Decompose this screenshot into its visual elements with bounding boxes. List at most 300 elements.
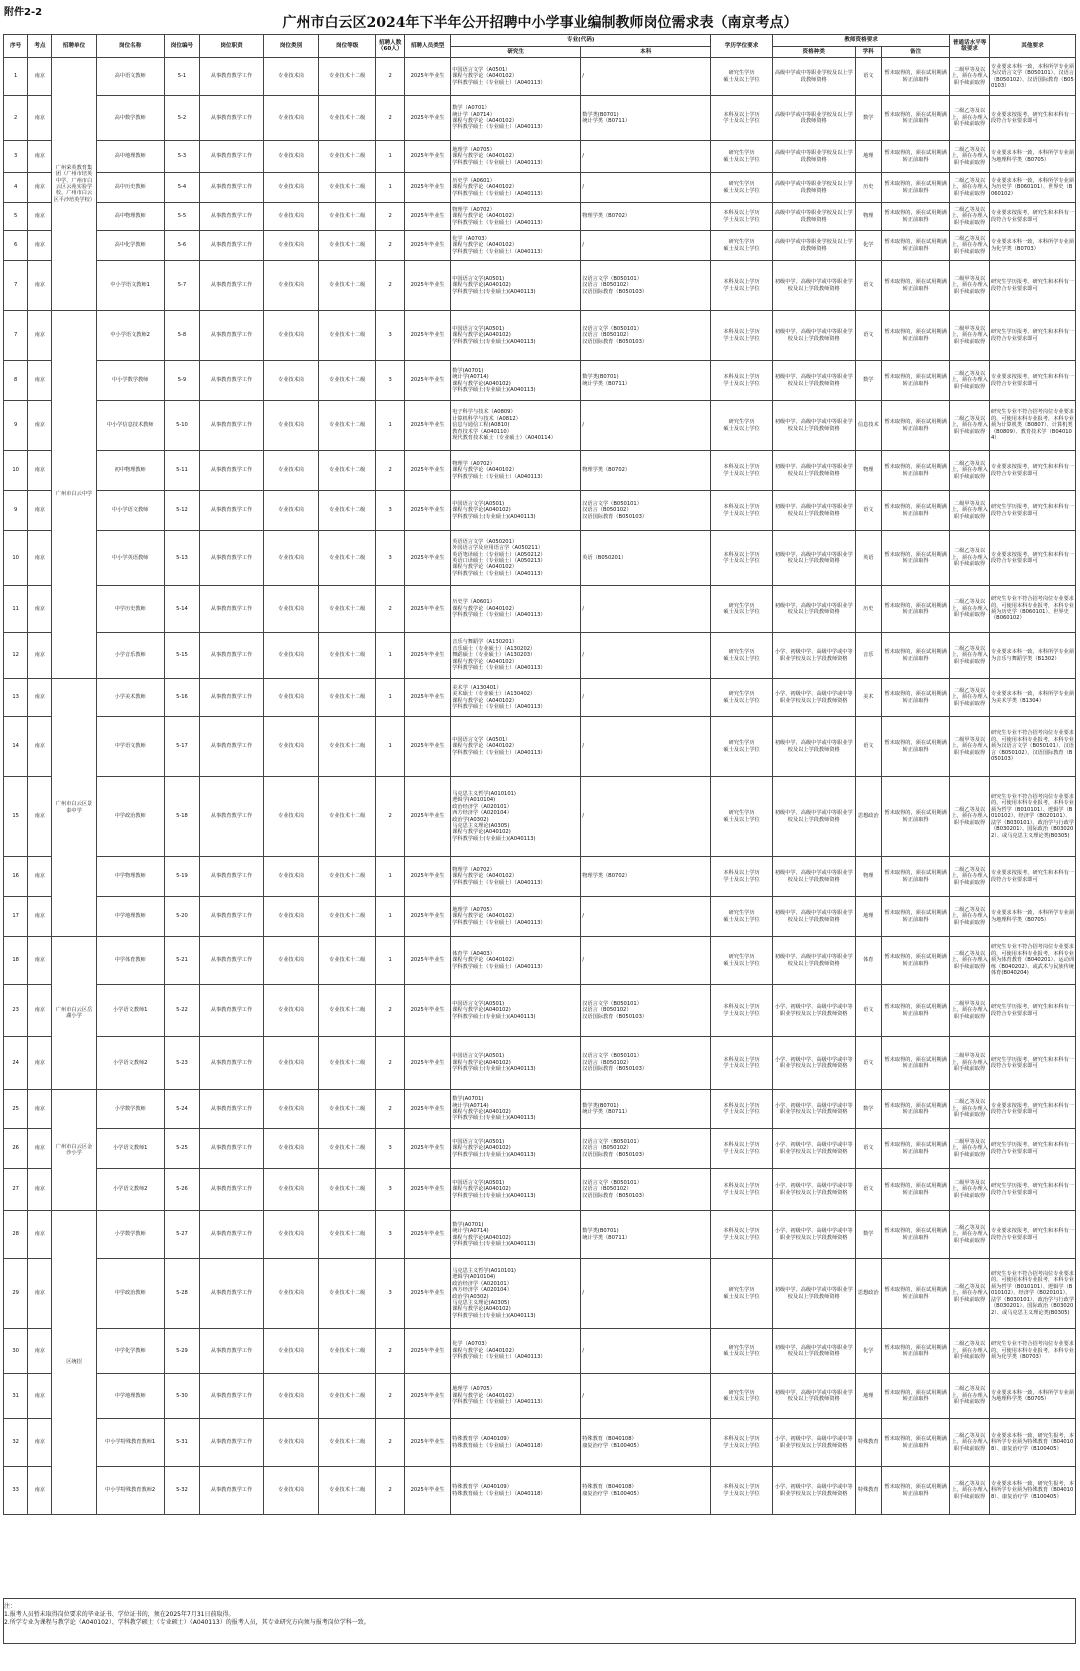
- cell-post-grade: 专业技术十二级: [319, 1259, 376, 1329]
- cell-post-type: 专业技术岗: [263, 1259, 318, 1329]
- cell-other: 专业要求本科一致，本科所学专业须为化学类（B0703）: [989, 231, 1075, 261]
- cell-seq: 33: [4, 1467, 28, 1515]
- cell-target: 2025年毕业生: [404, 311, 450, 361]
- cell-exam-site: 南京: [28, 1129, 52, 1169]
- cell-qual-type: 初级中学、高级中学或中等职业学校及以上学段教师资格: [772, 586, 855, 633]
- cell-duty: 从事教育教学工作: [200, 1374, 264, 1419]
- cell-qual-type: 初级中学、高级中学或中等职业学校及以上学段教师资格: [772, 897, 855, 937]
- cell-target: 2025年毕业生: [404, 451, 450, 491]
- cell-note: 暂未取得的，须在试用期满转正前取得: [881, 633, 949, 679]
- cell-mandarin: 二级乙等及以上，须在办理入职手续前取得: [950, 1090, 990, 1129]
- cell-post-name: 中学物理教师: [96, 857, 164, 897]
- cell-count: 2: [376, 231, 405, 261]
- cell-qual-type: 高级中学或中等职业学校及以上学段教师资格: [772, 58, 855, 96]
- cell-post-name: 小学语文教师2: [96, 1037, 164, 1090]
- cell-seq: 2: [4, 96, 28, 141]
- note-2: 2.所学专业为课程与教学论（A040102）、学科教学硕士（专业硕士）（A040113）的报考人员，其专业研究方向须与报考岗位学科一致。: [4, 1619, 370, 1626]
- cell-count: 3: [376, 361, 405, 401]
- header-note: 备注: [881, 47, 949, 58]
- cell-subject: 数学: [855, 361, 881, 401]
- cell-edu: 研究生学历 硕士及以上学位: [711, 633, 773, 679]
- cell-edu: 研究生学历 硕士及以上学位: [711, 1374, 773, 1419]
- cell-count: 2: [376, 1374, 405, 1419]
- cell-post-type: 专业技术岗: [263, 1467, 318, 1515]
- table-row: [4, 311, 1076, 361]
- cell-qual-type: 高级中学或中等职业学校及以上学段教师资格: [772, 96, 855, 141]
- table-row: [4, 937, 1076, 985]
- cell-post-name: 高中语文教师: [96, 58, 164, 96]
- cell-other: 专业要求本科一致，本科所学专业须为汉语言文学（B050101）、汉语言（B050102）、汉语国际教育（B050103）: [989, 58, 1075, 96]
- cell-note: 暂未取得的，须在试用期满转正前取得: [881, 586, 949, 633]
- cell-post-code: 5-6: [164, 231, 199, 261]
- cell-post-type: 专业技术岗: [263, 985, 318, 1037]
- cell-subject: 体育: [855, 937, 881, 985]
- cell-seq: 14: [4, 717, 28, 777]
- cell-target: 2025年毕业生: [404, 717, 450, 777]
- cell-undergrad-major: /: [581, 937, 711, 985]
- cell-subject: 语文: [855, 261, 881, 311]
- cell-seq: 26: [4, 1129, 28, 1169]
- cell-edu: 研究生学历 硕士及以上学位: [711, 173, 773, 203]
- cell-post-type: 专业技术岗: [263, 531, 318, 586]
- cell-edu: 本科及以上学历 学士及以上学位: [711, 531, 773, 586]
- cell-post-code: 5-3: [164, 141, 199, 173]
- cell-post-type: 专业技术岗: [263, 633, 318, 679]
- cell-qual-type: 高级中学或中等职业学校及以上学段教师资格: [772, 231, 855, 261]
- cell-note: 暂未取得的，须在试用期满转正前取得: [881, 1467, 949, 1515]
- cell-other: 研究生专业不符合招考岗位专业要求的，可使用本科专业报考，本科专业须为化学类（B0703）: [989, 1329, 1075, 1374]
- cell-mandarin: 二级乙等及以上，须在办理入职手续前取得: [950, 231, 990, 261]
- table-row: [4, 141, 1076, 173]
- table-row: [4, 401, 1076, 451]
- cell-count: 3: [376, 1259, 405, 1329]
- cell-grad-major: 体育学（A0403） 课程与教学论（A040102） 学科教学硕士（专业硕士）（A040113）: [451, 937, 581, 985]
- cell-post-type: 专业技术岗: [263, 1329, 318, 1374]
- cell-exam-site: 南京: [28, 985, 52, 1037]
- cell-edu: 研究生学历 硕士及以上学位: [711, 58, 773, 96]
- cell-undergrad-major: /: [581, 586, 711, 633]
- cell-edu: 本科及以上学历 学士及以上学位: [711, 1419, 773, 1467]
- cell-undergrad-major: /: [581, 231, 711, 261]
- cell-mandarin: 二级乙等及以上，须在办理入职手续前取得: [950, 141, 990, 173]
- cell-edu: 本科及以上学历 学士及以上学位: [711, 491, 773, 531]
- cell-post-code: 5-15: [164, 633, 199, 679]
- cell-grad-major: 化学（A0703） 课程与教学论（A040102） 学科教学硕士（专业硕士）（A040113）: [451, 231, 581, 261]
- cell-target: 2025年毕业生: [404, 231, 450, 261]
- table-row: [4, 1467, 1076, 1515]
- cell-target: 2025年毕业生: [404, 1169, 450, 1211]
- cell-post-grade: 专业技术十二级: [319, 58, 376, 96]
- header-major-group: 专业(代码): [451, 35, 711, 47]
- cell-edu: 本科及以上学历 学士及以上学位: [711, 96, 773, 141]
- table-row: [4, 1037, 1076, 1090]
- cell-undergrad-major: 数学类(B0701) 统计学类（B0711）: [581, 361, 711, 401]
- cell-duty: 从事教育教学工作: [200, 1169, 264, 1211]
- cell-grad-major: 地理学（A0705） 课程与教学论（A040102） 学科教学硕士（专业硕士）（A040113）: [451, 897, 581, 937]
- cell-post-type: 专业技术岗: [263, 586, 318, 633]
- table-row: [4, 897, 1076, 937]
- cell-post-grade: 专业技术十二级: [319, 1329, 376, 1374]
- cell-other: 专业要求按报考，研究生和本科有一段符合专业要求即可: [989, 857, 1075, 897]
- cell-post-name: 中小学英语教师: [96, 531, 164, 586]
- cell-other: 专业要求本科一致，本科所学专业须为美术学类（B1304）: [989, 679, 1075, 717]
- cell-count: 2: [376, 1419, 405, 1467]
- cell-other: 专业要求本科一致，本科所学专业须为历史学（B060101）、世界史（B060102）: [989, 173, 1075, 203]
- cell-post-code: 5-10: [164, 401, 199, 451]
- cell-count: 2: [376, 1467, 405, 1515]
- cell-edu: 本科及以上学历 学士及以上学位: [711, 1129, 773, 1169]
- cell-post-grade: 专业技术十二级: [319, 401, 376, 451]
- cell-post-name: 中学体育教师: [96, 937, 164, 985]
- cell-count: 3: [376, 1169, 405, 1211]
- cell-mandarin: 二级乙等及以上，须在办理入职手续前取得: [950, 96, 990, 141]
- cell-note: 暂未取得的，须在试用期满转正前取得: [881, 897, 949, 937]
- cell-edu: 研究生学历 硕士及以上学位: [711, 679, 773, 717]
- cell-post-code: 5-28: [164, 1259, 199, 1329]
- header-qual-type: 资格种类: [772, 47, 855, 58]
- cell-exam-site: 南京: [28, 857, 52, 897]
- cell-edu: 研究生学历 硕士及以上学位: [711, 586, 773, 633]
- cell-post-code: 5-29: [164, 1329, 199, 1374]
- cell-post-grade: 专业技术十二级: [319, 1419, 376, 1467]
- cell-seq: 12: [4, 633, 28, 679]
- cell-duty: 从事教育教学工作: [200, 1419, 264, 1467]
- cell-post-type: 专业技术岗: [263, 1374, 318, 1419]
- cell-post-grade: 专业技术十二级: [319, 1129, 376, 1169]
- cell-post-type: 专业技术岗: [263, 58, 318, 96]
- cell-edu: 本科及以上学历 学士及以上学位: [711, 1211, 773, 1259]
- cell-other: 专业要求本科一致，本科所学专业须为地理科学类（B0705）: [989, 1374, 1075, 1419]
- cell-post-grade: 专业技术十二级: [319, 141, 376, 173]
- cell-post-grade: 专业技术十二级: [319, 451, 376, 491]
- cell-undergrad-major: 汉语言文学（B050101） 汉语言（B050102） 汉语国际教育（B050103）: [581, 1037, 711, 1090]
- cell-count: 2: [376, 1329, 405, 1374]
- cell-note: 暂未取得的，须在试用期满转正前取得: [881, 1259, 949, 1329]
- cell-subject: 数学: [855, 1090, 881, 1129]
- cell-post-code: 5-14: [164, 586, 199, 633]
- cell-other: 研究生专业不符合招考岗位专业要求的，可使用本科专业报考，本科专业须为历史学（B060101）、世界史（B060102）: [989, 586, 1075, 633]
- cell-post-type: 专业技术岗: [263, 231, 318, 261]
- cell-duty: 从事教育教学工作: [200, 231, 264, 261]
- cell-edu: 研究生学历 硕士及以上学位: [711, 1259, 773, 1329]
- cell-grad-major: 中国语言文学(A0501) 课程与教学论(A040102) 学科教学硕士(专业硕士)(A040113): [451, 1037, 581, 1090]
- cell-count: 2: [376, 586, 405, 633]
- cell-edu: 本科及以上学历 学士及以上学位: [711, 1169, 773, 1211]
- cell-post-name: 中小学特殊教育教师1: [96, 1419, 164, 1467]
- cell-edu: 研究生学历 硕士及以上学位: [711, 937, 773, 985]
- cell-qual-type: 初级中学、高级中学或中等职业学校及以上学段教师资格: [772, 857, 855, 897]
- cell-edu: 本科及以上学历 学士及以上学位: [711, 985, 773, 1037]
- cell-post-code: 5-13: [164, 531, 199, 586]
- header-undergrad: 本科: [581, 47, 711, 58]
- cell-target: 2025年毕业生: [404, 1129, 450, 1169]
- cell-mandarin: 二级乙等及以上，须在办理入职手续前取得: [950, 451, 990, 491]
- cell-post-grade: 专业技术十二级: [319, 261, 376, 311]
- cell-seq: 9: [4, 401, 28, 451]
- cell-qual-type: 初级中学、高级中学或中等职业学校及以上学段教师资格: [772, 777, 855, 857]
- cell-post-type: 专业技术岗: [263, 1090, 318, 1129]
- cell-exam-site: 南京: [28, 1259, 52, 1329]
- cell-post-name: 中学政治教师: [96, 777, 164, 857]
- cell-subject: 物理: [855, 857, 881, 897]
- cell-grad-major: 中国语言文学(A0501) 课程与教学论(A040102) 学科教学硕士(专业硕士)(A040113): [451, 1169, 581, 1211]
- cell-count: 2: [376, 777, 405, 857]
- cell-grad-major: 历史学（A0601） 课程与教学论（A040102） 学科教学硕士（专业硕士）（A040113）: [451, 586, 581, 633]
- table-row: [4, 1129, 1076, 1169]
- attachment-label: 附件2-2: [4, 7, 43, 18]
- cell-qual-type: 初级中学、高级中学或中等职业学校及以上学段教师资格: [772, 717, 855, 777]
- cell-post-type: 专业技术岗: [263, 96, 318, 141]
- cell-target: 2025年毕业生: [404, 985, 450, 1037]
- table-row: [4, 586, 1076, 633]
- header-post-grade: 岗位等级: [319, 35, 376, 58]
- cell-edu: 研究生学历 硕士及以上学位: [711, 231, 773, 261]
- cell-other: 专业要求按报考，研究生和本科有一段符合专业要求即可: [989, 203, 1075, 231]
- cell-target: 2025年毕业生: [404, 58, 450, 96]
- cell-duty: 从事教育教学工作: [200, 717, 264, 777]
- table-row: [4, 231, 1076, 261]
- table-row: [4, 1419, 1076, 1467]
- cell-note: 暂未取得的，须在试用期满转正前取得: [881, 857, 949, 897]
- cell-post-name: 中小学特殊教育教师2: [96, 1467, 164, 1515]
- cell-other: 研究生专业不符合招考岗位专业要求的，可使用本科专业报考，本科专业须为哲学（B010101）、逻辑学（B010102）、经济学（B020101）、法学（B030101）、政治学与行政学（B030201）、国际政治（B030202）、或马克思主义理论类(B0305): [989, 1259, 1075, 1329]
- cell-target: 2025年毕业生: [404, 401, 450, 451]
- cell-mandarin: 二级乙等及以上，须在办理入职手续前取得: [950, 1467, 990, 1515]
- cell-exam-site: 南京: [28, 261, 52, 311]
- cell-note: 暂未取得的，须在试用期满转正前取得: [881, 777, 949, 857]
- cell-post-grade: 专业技术十二级: [319, 361, 376, 401]
- note-1: 1.报考人员暂未取得岗位要求的毕业证书、学位证书的，须在2025年7月31日前取得。: [4, 1611, 235, 1618]
- cell-undergrad-major: 汉语言文学（B050101） 汉语言（B050102） 汉语国际教育（B050103）: [581, 985, 711, 1037]
- cell-exam-site: 南京: [28, 96, 52, 141]
- cell-count: 2: [376, 203, 405, 231]
- cell-seq: 6: [4, 231, 28, 261]
- cell-post-grade: 专业技术十二级: [319, 491, 376, 531]
- table-row: [4, 857, 1076, 897]
- cell-target: 2025年毕业生: [404, 857, 450, 897]
- cell-count: 2: [376, 1037, 405, 1090]
- cell-post-grade: 专业技术十二级: [319, 633, 376, 679]
- cell-grad-major: 历史学（A0601） 课程与教学论（A040102） 学科教学硕士（专业硕士）（A040113）: [451, 173, 581, 203]
- cell-post-name: 中学语文教师: [96, 717, 164, 777]
- cell-subject: 语文: [855, 58, 881, 96]
- cell-undergrad-major: 数学类(B0701) 统计学类（B0711）: [581, 96, 711, 141]
- cell-note: 暂未取得的，须在试用期满转正前取得: [881, 361, 949, 401]
- cell-count: 3: [376, 1129, 405, 1169]
- cell-seq: 1: [4, 58, 28, 96]
- cell-edu: 研究生学历 硕士及以上学位: [711, 897, 773, 937]
- cell-post-grade: 专业技术十二级: [319, 1211, 376, 1259]
- cell-post-grade: 专业技术十二级: [319, 1169, 376, 1211]
- table-row: [4, 1169, 1076, 1211]
- cell-qual-type: 初级中学、高级中学或中等职业学校及以上学段教师资格: [772, 1329, 855, 1374]
- recruitment-table: [3, 34, 1076, 1515]
- cell-seq: 13: [4, 679, 28, 717]
- cell-grad-major: 特殊教育学（A040109） 特殊教育硕士（专业硕士）（A040118）: [451, 1467, 581, 1515]
- cell-post-type: 专业技术岗: [263, 1211, 318, 1259]
- cell-qual-type: 小学、初级中学、高级中学或中等职业学校及以上学段教师资格: [772, 1467, 855, 1515]
- cell-subject: 美术: [855, 679, 881, 717]
- cell-post-type: 专业技术岗: [263, 491, 318, 531]
- cell-subject: 化学: [855, 1329, 881, 1374]
- header-post-name: 岗位名称: [96, 35, 164, 58]
- cell-exam-site: 南京: [28, 1211, 52, 1259]
- cell-subject: 音乐: [855, 633, 881, 679]
- cell-post-type: 专业技术岗: [263, 717, 318, 777]
- table-row: [4, 1329, 1076, 1374]
- cell-count: 3: [376, 1211, 405, 1259]
- cell-duty: 从事教育教学工作: [200, 586, 264, 633]
- cell-target: 2025年毕业生: [404, 1259, 450, 1329]
- cell-exam-site: 南京: [28, 897, 52, 937]
- cell-grad-major: 美术学（A130401） 美术硕士（专业硕士）（A130402） 课程与教学论（A040102） 学科教学硕士（专业硕士）（A040113）: [451, 679, 581, 717]
- cell-post-code: 5-31: [164, 1419, 199, 1467]
- cell-seq: 18: [4, 937, 28, 985]
- cell-post-name: 中小学信息技术教师: [96, 401, 164, 451]
- table-row: [4, 58, 1076, 96]
- cell-count: 1: [376, 717, 405, 777]
- cell-qual-type: 小学、初级中学、高级中学或中等职业学校及以上学段教师资格: [772, 985, 855, 1037]
- cell-post-grade: 专业技术十二级: [319, 777, 376, 857]
- cell-mandarin: 二级乙等及以上，须在办理入职手续前取得: [950, 586, 990, 633]
- cell-post-name: 中学地理教师: [96, 1374, 164, 1419]
- cell-mandarin: 二级甲等及以上，须在办理入职手续前取得: [950, 311, 990, 361]
- cell-count: 2: [376, 261, 405, 311]
- cell-grad-major: 特殊教育学（A040109） 特殊教育硕士（专业硕士）（A040118）: [451, 1419, 581, 1467]
- cell-other: 专业要求本科一致，研究生报考，本科所学专业须为特殊教育（B040108）、康复治疗学（B100405）: [989, 1419, 1075, 1467]
- cell-note: 暂未取得的，须在试用期满转正前取得: [881, 96, 949, 141]
- cell-target: 2025年毕业生: [404, 1037, 450, 1090]
- cell-duty: 从事教育教学工作: [200, 361, 264, 401]
- cell-qual-type: 初级中学、高级中学或中等职业学校及以上学段教师资格: [772, 401, 855, 451]
- table-row: [4, 633, 1076, 679]
- cell-post-grade: 专业技术十二级: [319, 586, 376, 633]
- cell-subject: 数学: [855, 1211, 881, 1259]
- cell-duty: 从事教育教学工作: [200, 203, 264, 231]
- cell-duty: 从事教育教学工作: [200, 261, 264, 311]
- cell-post-type: 专业技术岗: [263, 261, 318, 311]
- cell-note: 暂未取得的，须在试用期满转正前取得: [881, 451, 949, 491]
- cell-qual-type: 初级中学、高级中学或中等职业学校及以上学段教师资格: [772, 361, 855, 401]
- cell-post-name: 中小学语文教师1: [96, 261, 164, 311]
- cell-duty: 从事教育教学工作: [200, 311, 264, 361]
- cell-post-code: 5-32: [164, 1467, 199, 1515]
- table-row: [4, 679, 1076, 717]
- table-row: [4, 203, 1076, 231]
- cell-mandarin: 二级甲等及以上，须在办理入职手续前取得: [950, 717, 990, 777]
- header-unit: 招聘单位: [52, 35, 96, 58]
- cell-mandarin: 二级甲等及以上，须在办理入职手续前取得: [950, 1129, 990, 1169]
- cell-grad-major: 音乐与舞蹈学（A130201） 音乐硕士（专业硕士）（A130202） 舞蹈硕士（专业硕士）（A130203） 课程与教学论（A040102） 学科教学硕士（专业硕士）（A040113）: [451, 633, 581, 679]
- cell-duty: 从事教育教学工作: [200, 857, 264, 897]
- cell-target: 2025年毕业生: [404, 1090, 450, 1129]
- cell-note: 暂未取得的，须在试用期满转正前取得: [881, 985, 949, 1037]
- cell-exam-site: 南京: [28, 1419, 52, 1467]
- cell-post-name: 高中地理教师: [96, 141, 164, 173]
- table-row: [4, 531, 1076, 586]
- cell-duty: 从事教育教学工作: [200, 1467, 264, 1515]
- cell-post-code: 5-7: [164, 261, 199, 311]
- cell-count: 2: [376, 96, 405, 141]
- cell-edu: 研究生学历 硕士及以上学位: [711, 141, 773, 173]
- cell-edu: 研究生学历 硕士及以上学位: [711, 777, 773, 857]
- cell-undergrad-major: /: [581, 401, 711, 451]
- cell-undergrad-major: /: [581, 897, 711, 937]
- cell-duty: 从事教育教学工作: [200, 173, 264, 203]
- table-row: [4, 1374, 1076, 1419]
- cell-subject: 语文: [855, 491, 881, 531]
- cell-grad-major: 中国语言文学(A0501) 课程与教学论(A040102) 学科教学硕士(专业硕士)(A040113): [451, 491, 581, 531]
- cell-target: 2025年毕业生: [404, 1419, 450, 1467]
- cell-subject: 地理: [855, 1374, 881, 1419]
- cell-post-grade: 专业技术十二级: [319, 96, 376, 141]
- cell-post-grade: 专业技术十二级: [319, 897, 376, 937]
- cell-edu: 本科及以上学历 学士及以上学位: [711, 203, 773, 231]
- cell-target: 2025年毕业生: [404, 1211, 450, 1259]
- table-row: [4, 451, 1076, 491]
- cell-undergrad-major: 数学类(B0701) 统计学类（B0711）: [581, 1211, 711, 1259]
- cell-grad-major: 地理学（A0705） 课程与教学论（A040102） 学科教学硕士（专业硕士）（A040113）: [451, 141, 581, 173]
- cell-note: 暂未取得的，须在试用期满转正前取得: [881, 1374, 949, 1419]
- cell-subject: 语文: [855, 717, 881, 777]
- cell-grad-major: 马克思主义哲学(A010101) 逻辑学(A010104) 政治经济学（A020101） 西方经济学（A020104） 政治学(A0302) 马克思主义理论(A0305) 课程与教学论(A040102) 学科教学硕士(专业硕士)(A040113): [451, 777, 581, 857]
- cell-seq: 10: [4, 531, 28, 586]
- cell-mandarin: 二级乙等及以上，须在办理入职手续前取得: [950, 777, 990, 857]
- cell-post-type: 专业技术岗: [263, 777, 318, 857]
- cell-edu: 研究生学历 硕士及以上学位: [711, 717, 773, 777]
- cell-target: 2025年毕业生: [404, 531, 450, 586]
- cell-seq: 32: [4, 1419, 28, 1467]
- cell-post-code: 5-5: [164, 203, 199, 231]
- cell-mandarin: 二级乙等及以上，须在办理入职手续前取得: [950, 679, 990, 717]
- cell-exam-site: 南京: [28, 203, 52, 231]
- cell-post-type: 专业技术岗: [263, 203, 318, 231]
- cell-mandarin: 二级乙等及以上，须在办理入职手续前取得: [950, 937, 990, 985]
- cell-other: 研究生学历报考，研究生和本科有一段符合专业要求即可: [989, 1037, 1075, 1090]
- cell-post-name: 中小学语文教师: [96, 491, 164, 531]
- cell-duty: 从事教育教学工作: [200, 58, 264, 96]
- cell-subject: 历史: [855, 586, 881, 633]
- header-grad: 研究生: [451, 47, 581, 58]
- table-row: [4, 173, 1076, 203]
- cell-post-name: 中小学语文教师2: [96, 311, 164, 361]
- cell-post-name: 高中物理教师: [96, 203, 164, 231]
- cell-subject: 化学: [855, 231, 881, 261]
- cell-note: 暂未取得的，须在试用期满转正前取得: [881, 1169, 949, 1211]
- cell-other: 专业要求按报考，研究生和本科有一段符合专业要求即可: [989, 451, 1075, 491]
- cell-edu: 本科及以上学历 学士及以上学位: [711, 1037, 773, 1090]
- header-edu: 学历学位要求: [711, 35, 773, 58]
- cell-note: 暂未取得的，须在试用期满转正前取得: [881, 311, 949, 361]
- cell-post-type: 专业技术岗: [263, 401, 318, 451]
- cell-duty: 从事教育教学工作: [200, 897, 264, 937]
- cell-note: 暂未取得的，须在试用期满转正前取得: [881, 203, 949, 231]
- cell-note: 暂未取得的，须在试用期满转正前取得: [881, 141, 949, 173]
- cell-duty: 从事教育教学工作: [200, 451, 264, 491]
- cell-exam-site: 南京: [28, 491, 52, 531]
- cell-seq: 24: [4, 1037, 28, 1090]
- cell-qual-type: 小学、初级中学、高级中学或中等职业学校及以上学段教师资格: [772, 679, 855, 717]
- cell-grad-major: 中国语言文学(A0501) 课程与教学论(A040102) 学科教学硕士(专业硕士)(A040113): [451, 1129, 581, 1169]
- cell-subject: 信息技术: [855, 401, 881, 451]
- cell-subject: 历史: [855, 173, 881, 203]
- cell-undergrad-major: /: [581, 679, 711, 717]
- cell-seq: 15: [4, 777, 28, 857]
- cell-mandarin: 二级乙等及以上，须在办理入职手续前取得: [950, 633, 990, 679]
- cell-note: 暂未取得的，须在试用期满转正前取得: [881, 1090, 949, 1129]
- cell-duty: 从事教育教学工作: [200, 1129, 264, 1169]
- cell-post-code: 5-27: [164, 1211, 199, 1259]
